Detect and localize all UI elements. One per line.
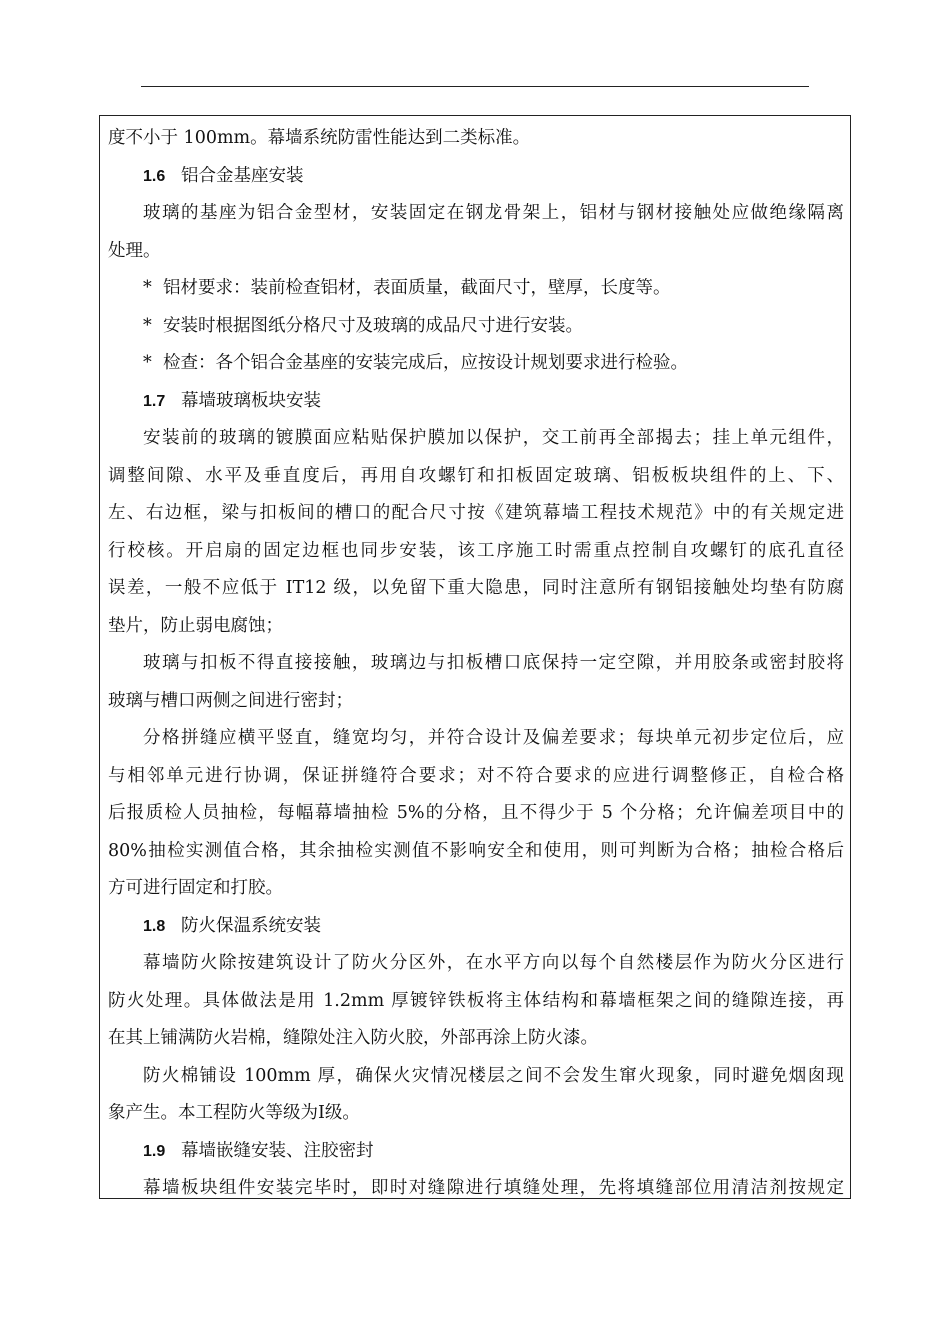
paragraph-line: 与相邻单元进行协调，保证拼缝符合要求；对不符合要求的应进行调整修正，自检合格 bbox=[108, 765, 844, 786]
paragraph-line: 80%抽检实测值合格，其余抽检实测值不影响安全和使用，则可判断为合格；抽检合格后 bbox=[108, 840, 844, 861]
paragraph-line: 玻璃与扣板不得直接接触，玻璃边与扣板槽口底保持一定空隙，并用胶条或密封胶将 bbox=[143, 653, 844, 673]
bullet-text: 检查：各个铝合金基座的安装完成后，应按设计规划要求进行检验。 bbox=[163, 353, 688, 373]
paragraph-line: 玻璃与槽口两侧之间进行密封； bbox=[108, 690, 353, 711]
bullet-marker: * bbox=[143, 353, 152, 373]
bullet-item bbox=[108, 270, 844, 308]
section-heading bbox=[108, 383, 844, 421]
bullet-marker: * bbox=[143, 315, 152, 336]
paragraph-line: 幕墙板块组件安装完毕时，即时对缝隙进行填缝处理，先将填缝部位用清洁剂按规定 bbox=[143, 1178, 844, 1198]
section-title: 铝合金基座安装 bbox=[181, 165, 304, 186]
section-heading bbox=[108, 158, 844, 196]
paragraph-line: 防火棉铺设 100mm 厚，确保火灾情况楼层之间不会发生窜火现象，同时避免烟囱现 bbox=[143, 1065, 844, 1086]
section-heading bbox=[108, 1133, 844, 1171]
bullet-marker: * bbox=[143, 278, 152, 298]
paragraph-line: 玻璃的基座为铝合金型材，安装固定在钢龙骨架上，铝材与钢材接触处应做绝缘隔离 bbox=[143, 203, 844, 223]
paragraph-line: 幕墙防火除按建筑设计了防火分区外，在水平方向以每个自然楼层作为防火分区进行 bbox=[143, 953, 844, 973]
paragraph-line: 安装前的玻璃的镀膜面应粘贴保护膜加以保护，交工前再全部揭去；挂上单元组件， bbox=[143, 428, 844, 448]
paragraph-line: 处理。 bbox=[108, 240, 161, 261]
section-number: 1.7 bbox=[143, 392, 166, 410]
paragraph-line: 行校核。开启扇的固定边框也同步安装，该工序施工时需重点控制自攻螺钉的底孔直径 bbox=[108, 540, 844, 561]
paragraph-line: 象产生。本工程防火等级为Ⅰ级。 bbox=[108, 1103, 360, 1123]
section-title: 幕墙玻璃板块安装 bbox=[181, 390, 321, 411]
header-rule bbox=[141, 86, 809, 87]
paragraph-line: 度不小于 100mm。幕墙系统防雷性能达到二类标准。 bbox=[108, 128, 531, 148]
paragraph-line: 误差，一般不应低于 IT12 级，以免留下重大隐患，同时注意所有钢铝接触处均垫有防腐 bbox=[108, 578, 844, 598]
paragraph-line: 在其上铺满防火岩棉，缝隙处注入防火胶，外部再涂上防火漆。 bbox=[108, 1028, 598, 1048]
section-title: 防火保温系统安装 bbox=[181, 915, 321, 936]
paragraph-line: 左、右边框，梁与扣板间的槽口的配合尺寸按《建筑幕墙工程技术规范》中的有关规定进 bbox=[108, 503, 844, 523]
paragraph-line: 方可进行固定和打胶。 bbox=[108, 878, 283, 898]
paragraph-line: 后报质检人员抽检，每幅幕墙抽检 5%的分格，且不得少于 5 个分格；允许偏差项目中的 bbox=[108, 803, 844, 823]
section-number: 1.8 bbox=[143, 917, 166, 935]
section-title: 幕墙嵌缝安装、注胶密封 bbox=[181, 1140, 374, 1161]
bullet-text: 安装时根据图纸分格尺寸及玻璃的成品尺寸进行安装。 bbox=[163, 315, 583, 336]
document-body bbox=[108, 120, 844, 1199]
paragraph-line: 调整间隙、水平及垂直度后，再用自攻螺钉和扣板固定玻璃、铝板板块组件的上、下、 bbox=[108, 465, 844, 486]
bullet-item bbox=[108, 345, 844, 383]
section-number: 1.9 bbox=[143, 1142, 166, 1160]
bullet-text: 铝材要求：装前检查铝材，表面质量，截面尺寸，壁厚，长度等。 bbox=[163, 278, 671, 298]
section-number: 1.6 bbox=[143, 167, 166, 185]
bullet-item bbox=[108, 308, 844, 346]
section-heading bbox=[108, 908, 844, 946]
paragraph-line: 防火处理。具体做法是用 1.2mm 厚镀锌铁板将主体结构和幕墙框架之间的缝隙连接，再 bbox=[108, 990, 844, 1011]
content-frame bbox=[99, 115, 851, 1199]
paragraph-line: 分格拼缝应横平竖直，缝宽均匀，并符合设计及偏差要求；每块单元初步定位后，应 bbox=[143, 728, 844, 748]
paragraph-line: 垫片，防止弱电腐蚀； bbox=[108, 615, 283, 636]
